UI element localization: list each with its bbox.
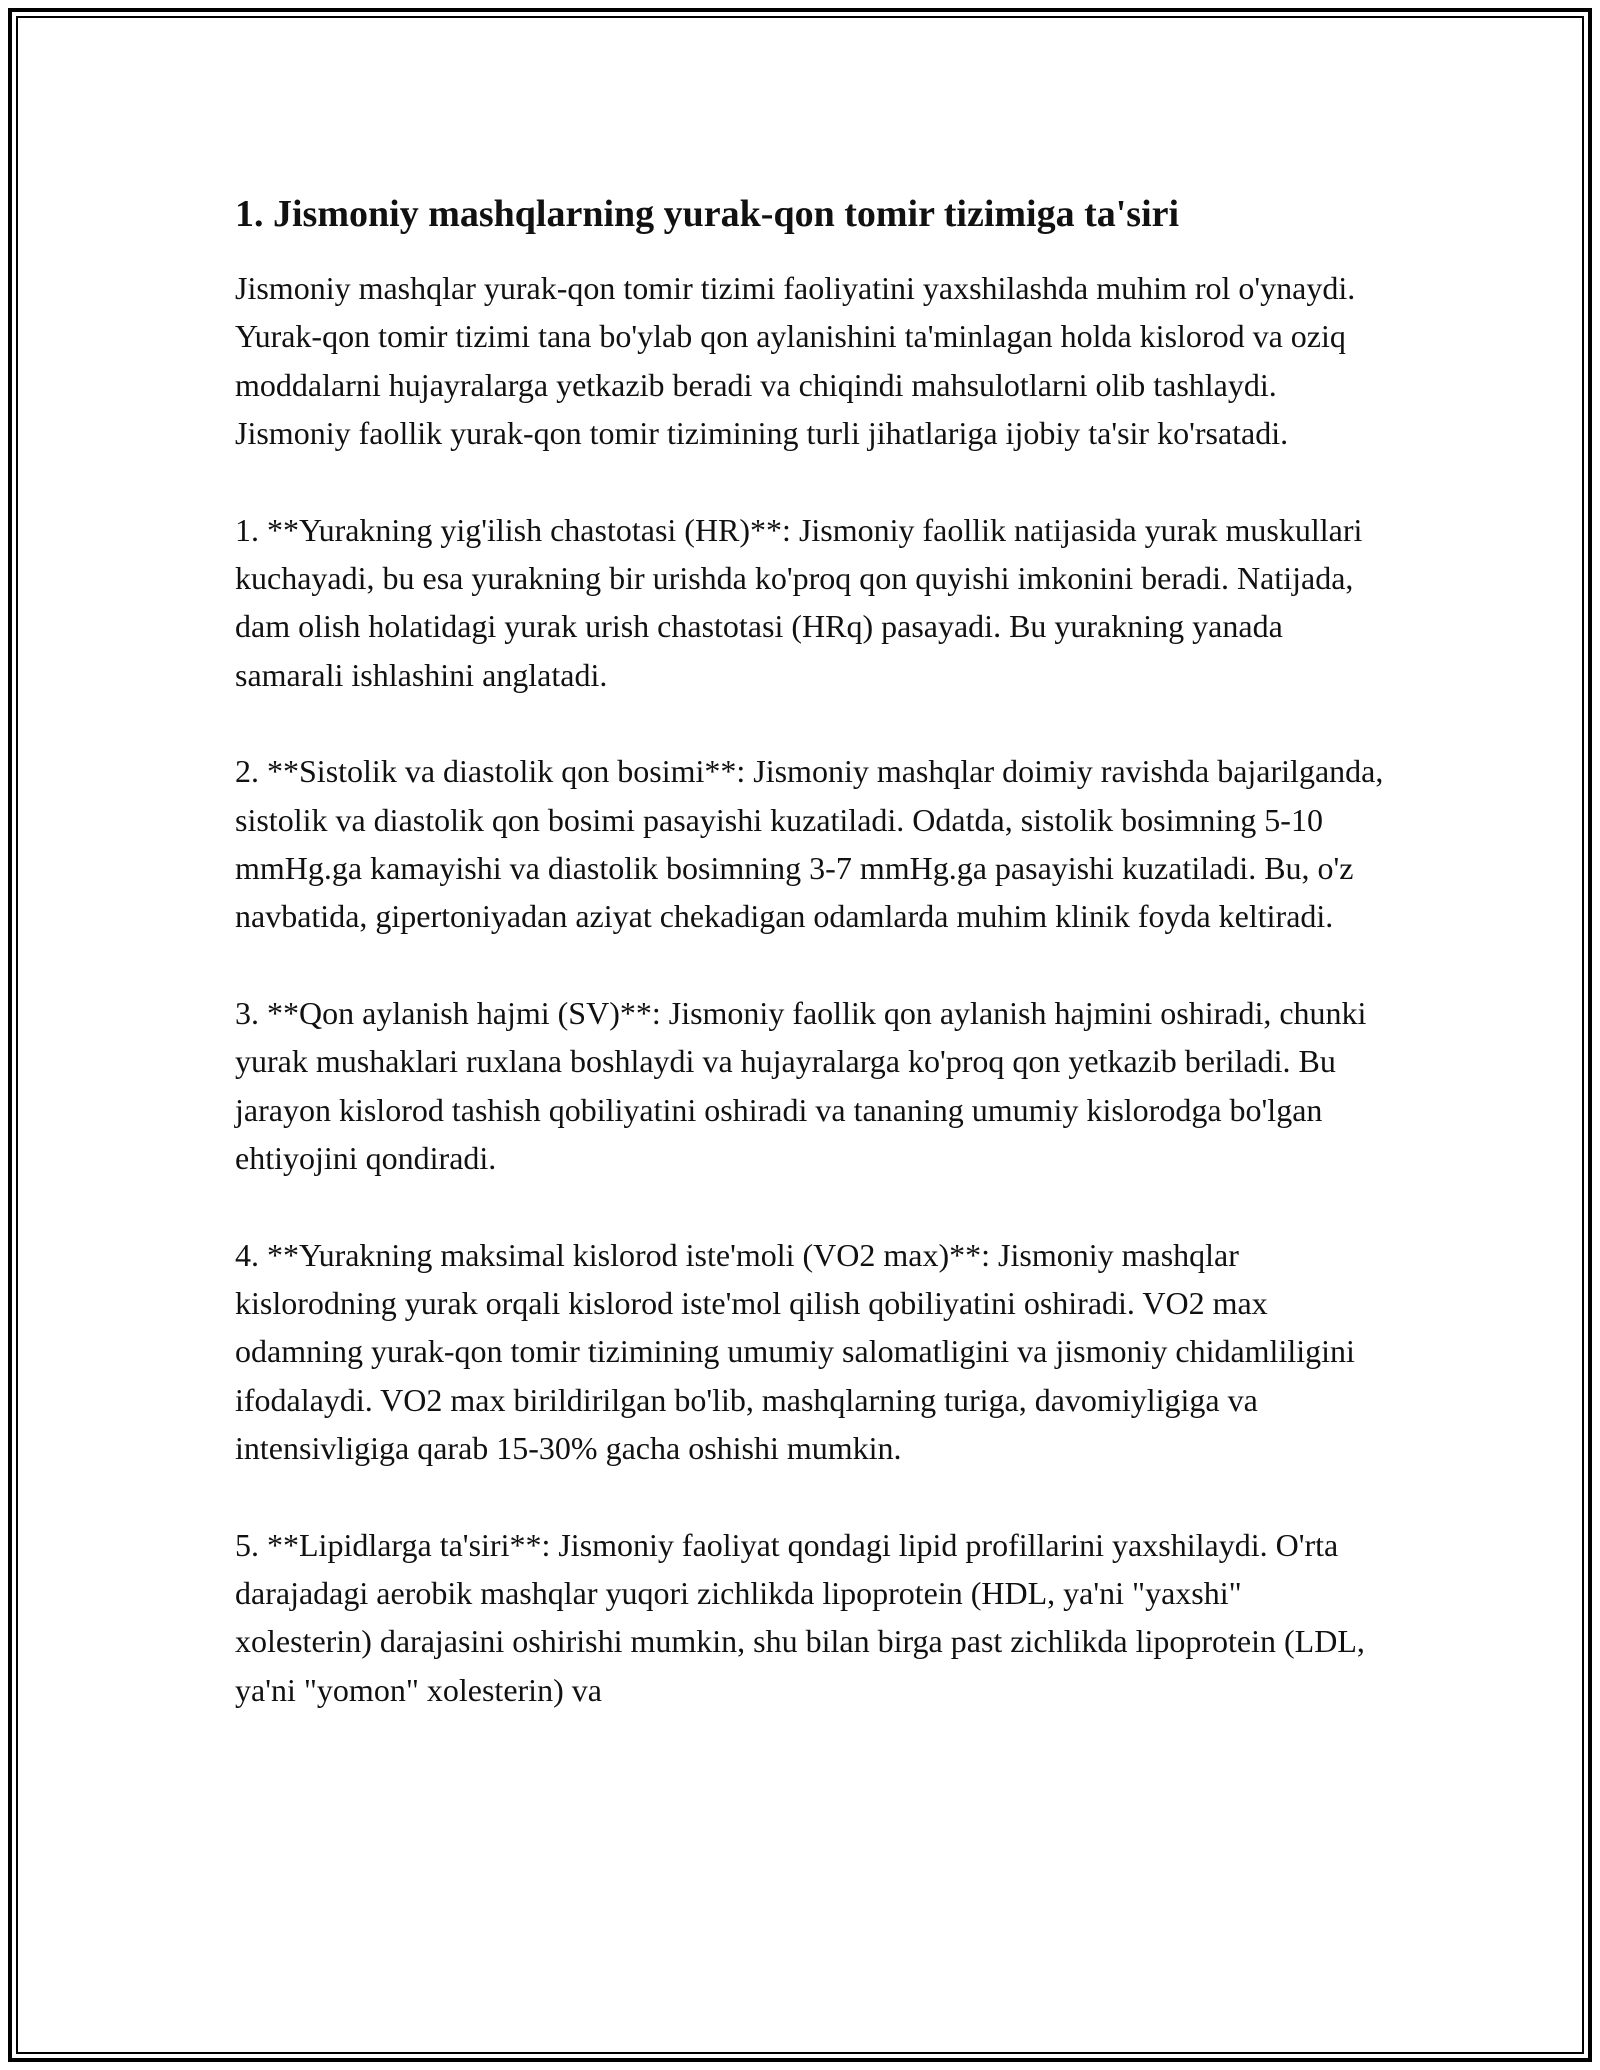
document-title: 1. Jismoniy mashqlarning yurak-qon tomir tizimiga ta'siri xyxy=(235,193,1180,235)
intro-paragraph: Jismoniy mashqlar yurak-qon tomir tizimi faoliyatini yaxshilashda muhim rol o'ynaydi. Yurak-qon tomir tizimi tana bo'ylab qon aylanishini ta'minlagan holda kislorod va oziq moddalarni hujayralarga yetkazib beradi va chiqindi mahsulotlarni olib tashlaydi. Jismoniy faollik yurak-qon tomir tizimining turli jihatlariga ijobiy ta'sir ko'rsatadi. xyxy=(235,270,1356,452)
vo2-max-paragraph: 4. **Yurakning maksimal kislorod iste'moli (VO2 max)**: Jismoniy mashqlar kislorodning yurak orqali kislorod iste'mol qilish qobiliyatini oshiradi. VO2 max odamning yurak-qon tomir tizimining umumiy salomatligini va jismoniy chidamliligini ifodalaydi. VO2 max birildirilgan bo'lib, mashqlarning turiga, davomiyligiga va intensivligiga qarab 15-30% gacha oshishi mumkin. xyxy=(235,1236,1355,1467)
blood-pressure-paragraph: 2. **Sistolik va diastolik qon bosimi**: Jismoniy mashqlar doimiy ravishda bajarilganda, sistolik va diastolik qon bosimi pasayishi kuzatiladi. Odatda, sistolik bosimning 5-10 mmHg.ga kamayishi va diastolik bosimning 3-7 mmHg.ga pasayishi kuzatiladi. Bu, o'z navbatida, gipertoniyadan aziyat chekadigan odamlarda muhim klinik foyda keltiradi. xyxy=(235,753,1384,935)
document-page xyxy=(235,188,1385,1714)
stroke-volume-paragraph: 3. **Qon aylanish hajmi (SV)**: Jismoniy faollik qon aylanish hajmini oshiradi, chunki yurak mushaklari ruxlana boshlaydi va hujayralarga ko'proq qon yetkazib beriladi. Bu jarayon kislorod tashish qobiliyatini oshiradi va tananing umumiy kislorodga bo'lgan ehtiyojini qondiradi. xyxy=(235,994,1367,1177)
lipids-paragraph: 5. **Lipidlarga ta'siri**: Jismoniy faoliyat qondagi lipid profillarini yaxshilaydi. O'rta darajadagi aerobik mashqlar yuqori zichlikda lipoprotein (HDL, ya'ni "yaxshi" xolesterin) darajasini oshirishi mumkin, shu bilan birga past zichlikda lipoprotein (LDL, ya'ni "yomon" xolesterin) va xyxy=(235,1526,1365,1708)
heart-rate-paragraph: 1. **Yurakning yig'ilish chastotasi (HR)**: Jismoniy faollik natijasida yurak muskullari kuchayadi, bu esa yurakning bir urishda ko'proq qon quyishi imkonini beradi. Natijada, dam olish holatidagi yurak urish chastotasi (HRq) pasayadi. Bu yurakning yanada samarali ishlashini anglatadi. xyxy=(235,511,1363,693)
